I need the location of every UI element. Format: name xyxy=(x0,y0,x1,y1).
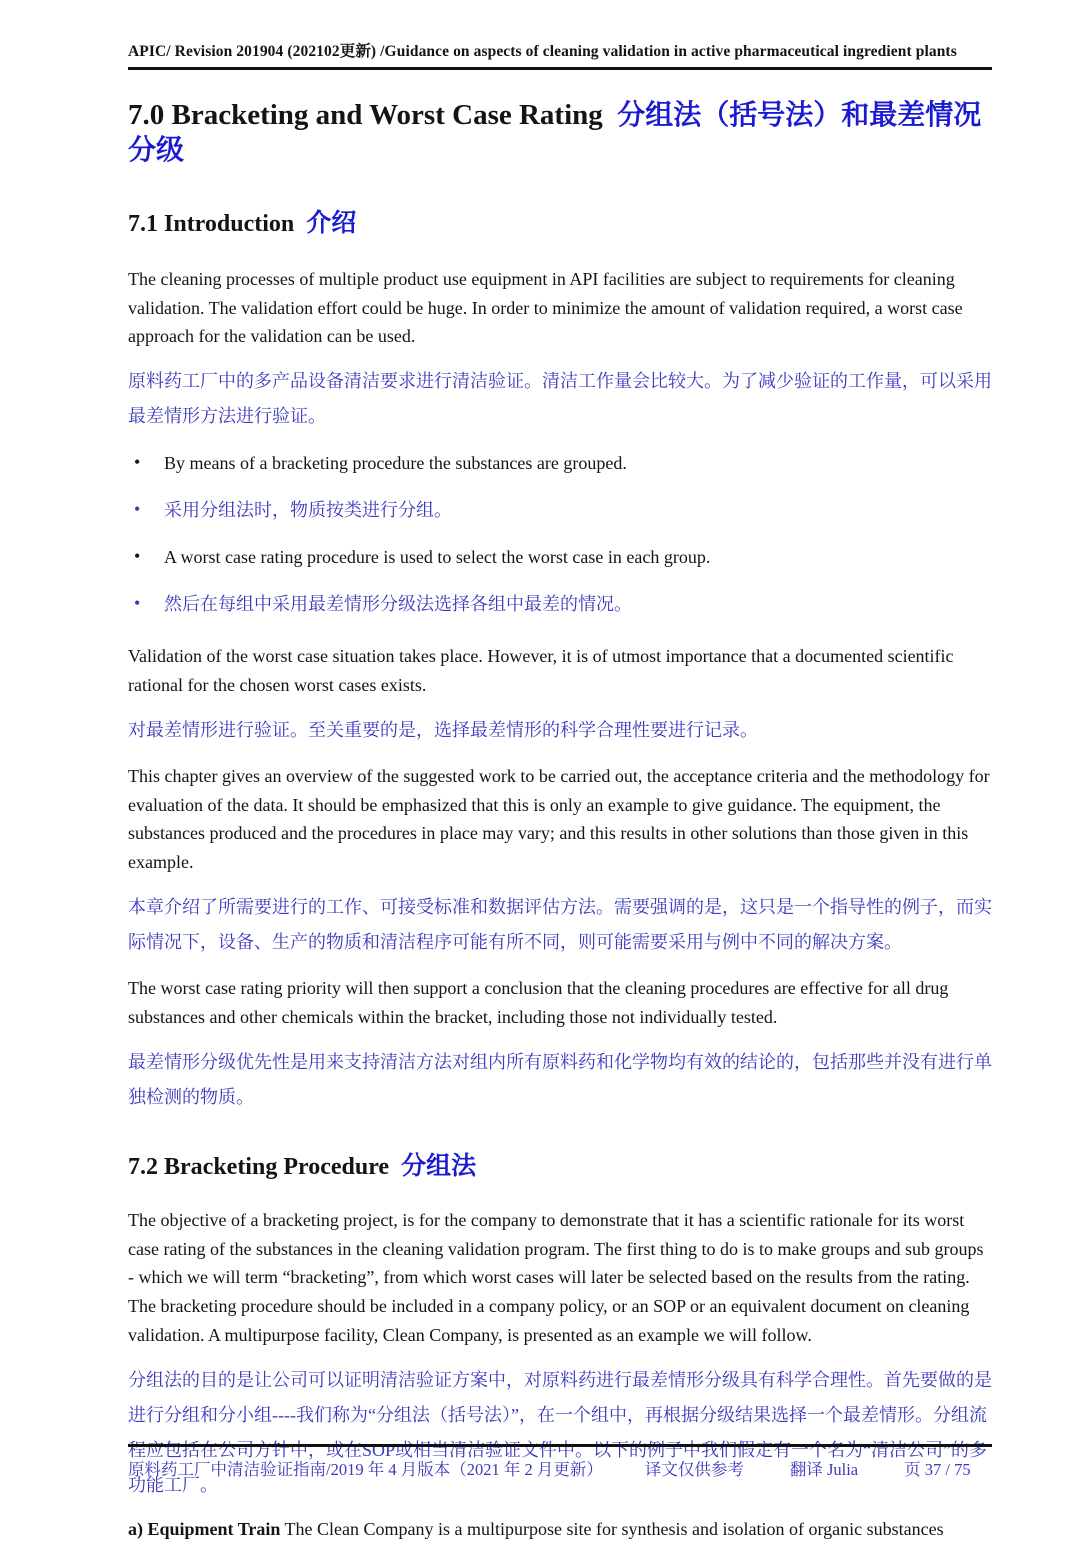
footer-row xyxy=(128,1456,992,1480)
bullet-text: A worst case rating procedure is used to select the worst case in each group. xyxy=(164,547,711,568)
equipment-train-lead: a) Equipment Train xyxy=(128,1519,281,1540)
heading-7-1-zh: 介绍 xyxy=(306,208,357,237)
paragraph-worstcase-en: The worst case rating priority will then support a conclusion that the cleaning procedures are effective for all drug substances and other chemicals within the bracket, including those not individually tested. xyxy=(128,978,949,1027)
bullet-item-grouping-zh xyxy=(128,493,992,528)
footer-disclaimer: 译文仅供参考 xyxy=(644,1460,744,1479)
heading-7-2 xyxy=(128,1151,992,1182)
heading-7-1-en: 7.1 Introduction xyxy=(128,210,295,237)
equipment-train-rest: The Clean Company is a multipurpose site for synthesis and isolation of organic substances xyxy=(280,1519,944,1540)
paragraph-intro-zh: 原料药工厂中的多产品设备清洁要求进行清洁验证。清洁工作量会比较大。为了减少验证的工作量，可以采用最差情形方法进行验证。 xyxy=(128,371,992,427)
footer-doc-title: 原料药工厂中清洁验证指南/2019 年 4 月版本（2021 年 2 月更新） xyxy=(128,1460,603,1479)
bullet-text: 采用分组法时，物质按类进行分组。 xyxy=(164,500,452,521)
bullet-list xyxy=(128,449,992,622)
heading-7-2-zh: 分组法 xyxy=(401,1151,477,1180)
bullet-item-grouping-en xyxy=(128,449,992,478)
footer-translator: 翻译 Julia xyxy=(789,1460,859,1479)
footer-page-number: 页 37 / 75 xyxy=(904,1460,971,1479)
bullet-icon: • xyxy=(134,546,141,567)
paragraph-objective-zh: 分组法的目的是让公司可以证明清洁验证方案中，对原料药进行最差情形分级具有科学合理性。首先要做的是进行分组和分小组----我们称为“分组法（括号法）”，在一个组中，再根据分级结果选择一个最差情形。分组流程应包括在公司方针中，或在SOP或相当清洁验证文件中。以下的例子中我们假定有一个名为“清洁公司”的多功能工厂。 xyxy=(128,1369,992,1496)
heading-7-1 xyxy=(128,208,992,239)
bullet-text: By means of a bracketing procedure the substances are grouped. xyxy=(164,453,627,474)
paragraph-intro-en: The cleaning processes of multiple product use equipment in API facilities are subject to requirements for cleaning validation. The validation effort could be huge. In order to minimize the amount of validation required, a worst case approach for the validation can be used. xyxy=(128,268,963,347)
paragraph-chapter-zh: 本章介绍了所需要进行的工作、可接受标准和数据评估方法。需要强调的是，这只是一个指导性的例子，而实际情况下，设备、生产的物质和清洁程序可能有所不同，则可能需要采用与例中不同的解决方案。 xyxy=(128,897,992,953)
paragraph-objective-en: The objective of a bracketing project, is for the company to demonstrate that it has a scientific rationale for its worst case rating of the substances in the cleaning validation program. The first thing to do is to make groups and sub groups - which we will term “bracketing”, from which worst cases will later be selected based on the results from the rating. The bracketing procedure should be included in a company policy, or an SOP or an equivalent document on cleaning validation. A multipurpose facility, Clean Company, is presented as an example we will follow. xyxy=(128,1209,984,1345)
bullet-text: 然后在每组中采用最差情形分级法选择各组中最差的情况。 xyxy=(164,594,632,615)
bullet-icon: • xyxy=(134,593,141,614)
bullet-item-rating-zh xyxy=(128,587,992,622)
paragraph-equipment-train xyxy=(128,1515,992,1544)
paragraph-worstcase-zh: 最差情形分级优先性是用来支持清洁方法对组内所有原料药和化学物均有效的结论的，包括那些并没有进行单独检测的物质。 xyxy=(128,1051,992,1107)
paragraph-validation-zh: 对最差情形进行验证。至关重要的是，选择最差情形的科学合理性要进行记录。 xyxy=(128,719,758,740)
header-text: APIC/ Revision 201904 (202102更新) /Guidance on aspects of cleaning validation in active pharmaceutical ingredient plants xyxy=(128,43,957,60)
bullet-icon: • xyxy=(134,499,141,520)
title-7-0-zh: 分组法（括号法）和最差情况分级 xyxy=(128,99,982,166)
paragraph-chapter-en: This chapter gives an overview of the suggested work to be carried out, the acceptance criteria and the methodology for evaluation of the data. It should be emphasized that this is only an example to give guidance. The equipment, the substances produced and the procedures in place may vary; and this results in other solutions than those given in this example. xyxy=(128,765,990,873)
bullet-icon: • xyxy=(134,452,141,473)
title-7-0-en: 7.0 Bracketing and Worst Case Rating xyxy=(128,99,603,132)
heading-7-2-en: 7.2 Bracketing Procedure xyxy=(128,1153,390,1180)
paragraph-validation-en: Validation of the worst case situation takes place. However, it is of utmost importance that a documented scientific rational for the chosen worst cases exists. xyxy=(128,646,954,695)
page-footer xyxy=(128,1444,992,1480)
bullet-item-rating-en xyxy=(128,543,992,572)
title-7-0 xyxy=(128,98,992,168)
page-header xyxy=(128,42,992,70)
